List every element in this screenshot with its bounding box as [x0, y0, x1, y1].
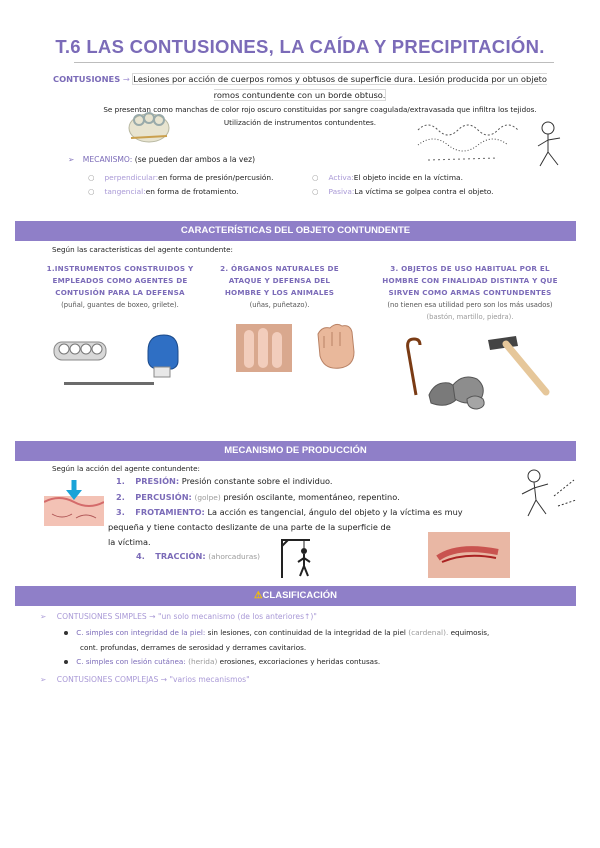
simples-lesion-cutanea: C. simples con lesión cutánea: (herida) erosiones, excoriaciones y heridas contusas.: [64, 657, 380, 666]
section-header-caracteristicas: CARACTERÍSTICAS DEL OBJETO CONTUNDENTE: [15, 221, 576, 241]
fist-image: [312, 322, 356, 372]
section-header-clasificacion: ⚠CLASIFICACIÓN: [15, 586, 576, 606]
boxing-glove-image: [142, 333, 182, 379]
simples-integridad-line2: cont. profundas, derrames de serosidad y derrames cavitarios.: [80, 643, 307, 652]
column-instrumentos: 1.INSTRUMENTOS CONSTRUIDOS Y EMPLEADOS COMO AGENTES DE CONTUSIÓN PARA LA DEFENSA (puñal, guantes de boxeo, grilete).: [46, 264, 194, 309]
fingernails-image: [236, 324, 292, 372]
bullet-dot-icon: [64, 660, 68, 664]
intro-text-2: Se presentan como manchas de color rojo oscuro constituidas por sangre coagulada/extravasada que infiltra los tejidos.: [103, 105, 537, 114]
brass-knuckles-image: [50, 336, 110, 366]
contusiones-complejas: ➢ CONTUSIONES COMPLEJAS → "varios mecanismos": [40, 675, 250, 684]
mechanism-frotamiento-line2: pequeña y tiene contacto deslizante de una parte de la superficie de: [108, 522, 391, 532]
metal-bar-image: [64, 382, 154, 385]
sketch-collision-image: [408, 110, 573, 170]
title-divider: [74, 62, 554, 63]
simples-integridad: C. simples con integridad de la piel: sin lesiones, con continuidad de la integridad de la piel (cardenal). equimosis,: [64, 628, 489, 637]
bullet-dot-icon: [64, 631, 68, 635]
abrasion-wound-image: [428, 532, 510, 578]
mecanismo-item-activa: ○ Activa:El objeto incide en la víctima.: [312, 173, 463, 182]
term-contusiones: CONTUSIONES: [53, 74, 121, 84]
mecanismo-item-tangencial: ○ tangencial:en forma de frotamiento.: [88, 187, 239, 196]
mechanism-frotamiento-line3: la víctima.: [108, 537, 151, 547]
hammer-image: [482, 332, 554, 396]
hanging-figure-image: [274, 538, 320, 578]
intro-text-1: Lesiones por acción de cuerpos romos y obtusos de superficie dura. Lesión producida por un objeto romos contundente con un borde obtuso.: [133, 74, 547, 100]
intro-text-3: Utilización de instrumentos contundentes.: [223, 118, 377, 127]
mecanismo-note: (se pueden dar ambos a la vez): [134, 155, 256, 164]
page-title: T.6 LAS CONTUSIONES, LA CAÍDA Y PRECIPITACIÓN.: [55, 36, 545, 57]
column-objetos: 3. OBJETOS DE USO HABITUAL POR EL HOMBRE CON FINALIDAD DISTINTA Y QUE SIRVEN COMO ARMAS CONTUNDENTES (no tienen esa utilidad pero son los más usados) (bastón, martillo, piedra).: [382, 264, 558, 321]
mecanismo-item-pasiva: ○ Pasiva:La víctima se golpea contra el objeto.: [312, 187, 494, 196]
skin-pressure-diagram: [44, 480, 104, 526]
cane-image: [398, 335, 424, 397]
section2-lead: Según la acción del agente contundente:: [52, 464, 200, 473]
contusiones-simples: ➢ CONTUSIONES SIMPLES → "un solo mecanismo (de los anteriores↑)": [40, 612, 317, 621]
section1-lead: Según las características del agente contundente:: [52, 245, 233, 254]
section-header-mecanismo: MECANISMO DE PRODUCCIÓN: [15, 441, 576, 461]
mechanism-presion: 1. PRESIÓN: Presión constante sobre el individuo.: [116, 476, 333, 486]
bullet-arrow-icon: ➢: [40, 675, 47, 684]
mechanism-frotamiento: 3. FROTAMIENTO: La acción es tangencial, ángulo del objeto y la víctima es muy: [116, 507, 463, 517]
mecanismo-label: MECANISMO:: [82, 155, 133, 164]
brass-knuckle-punch-image: [125, 106, 173, 146]
warning-icon: ⚠: [254, 590, 263, 601]
arrow: →: [122, 74, 130, 84]
mechanism-percusion: 2. PERCUSIÓN: (golpe) presión oscilante, momentáneo, repentino.: [116, 492, 400, 502]
bullet-arrow-icon: ➢: [40, 612, 47, 621]
sketch-figure-image: [514, 466, 580, 524]
mecanismo-item-perpendicular: ○ perpendicular:en forma de presión/percusión.: [88, 173, 274, 182]
mechanism-traccion: 4. TRACCIÓN: (ahorcaduras): [136, 551, 260, 561]
column-organos: 2. ÓRGANOS NATURALES DE ATAQUE Y DEFENSA DEL HOMBRE Y LOS ANIMALES (uñas, puñetazo).: [220, 264, 339, 309]
bullet-arrow-icon: ➢: [68, 155, 75, 164]
mecanismo-heading: [68, 152, 255, 167]
